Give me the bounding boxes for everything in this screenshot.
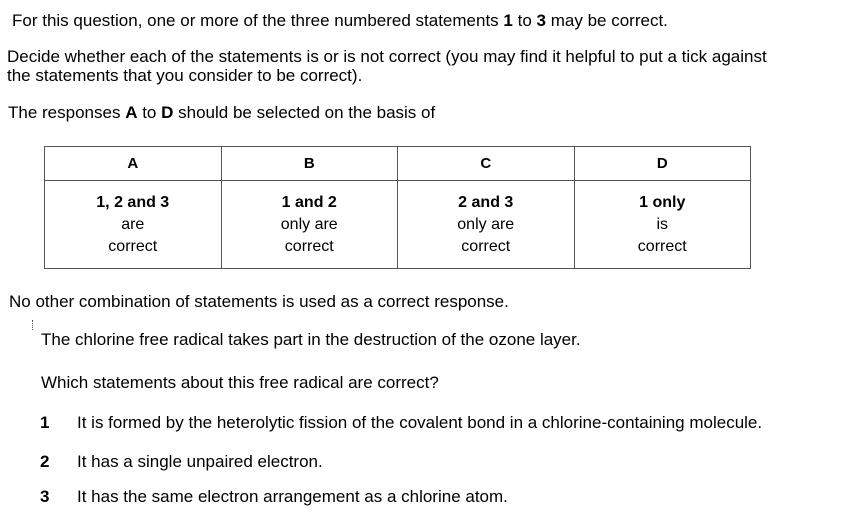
intro-text: to bbox=[517, 11, 532, 30]
cell-line: are bbox=[121, 215, 145, 233]
key-cell-b bbox=[221, 181, 398, 269]
key-cell-d bbox=[574, 181, 751, 269]
question-stem: The chlorine free radical takes part in the destruction of the ozone layer. bbox=[41, 330, 581, 349]
instruction-line-1 bbox=[12, 11, 668, 31]
statement-number: 2 bbox=[40, 452, 50, 471]
intro-text: question bbox=[73, 11, 138, 30]
question-prompt: Which statements about this free radical are correct? bbox=[41, 373, 439, 392]
cell-line: correct bbox=[108, 237, 158, 255]
intro-text: For this bbox=[12, 11, 69, 30]
header-cell-a: A bbox=[45, 147, 222, 181]
intro-text: to bbox=[142, 103, 157, 122]
instruction-line-4 bbox=[8, 103, 435, 123]
intro-text: The responses bbox=[8, 103, 121, 122]
statement-text: It is formed by the heterolytic fission of the covalent bond in a chlorine-containing molecule. bbox=[77, 413, 763, 432]
instruction-line-2: Decide whether each of the statements is or is not correct (you may find it helpful to put a tick against bbox=[7, 47, 767, 66]
cell-line: correct bbox=[284, 237, 334, 255]
instruction-line-3: the statements that you consider to be correct). bbox=[7, 66, 363, 85]
no-other-combination-note: No other combination of statements is used as a correct response. bbox=[9, 292, 509, 311]
cell-line: is bbox=[656, 215, 669, 233]
cell-line: only are bbox=[280, 215, 338, 233]
cell-bold-line: 1 and 2 bbox=[281, 193, 337, 211]
statement-text: It has the same electron arrangement as a chlorine atom. bbox=[77, 487, 508, 506]
statement-number: 3 bbox=[536, 11, 547, 30]
key-cell-c bbox=[398, 181, 575, 269]
table-header-row bbox=[45, 147, 751, 181]
response-key-table bbox=[44, 146, 751, 269]
cell-line: correct bbox=[461, 237, 511, 255]
statement-text: It has a single unpaired electron. bbox=[77, 452, 323, 471]
header-cell-d: D bbox=[574, 147, 751, 181]
cell-bold-line: 1, 2 and 3 bbox=[96, 193, 170, 211]
statement-number: 1 bbox=[503, 11, 513, 30]
response-letter: A bbox=[125, 103, 138, 122]
table-row bbox=[45, 181, 751, 269]
intro-text: may be correct. bbox=[550, 11, 668, 30]
cell-bold-line: 1 only bbox=[639, 193, 686, 211]
intro-text: should be selected on the basis of bbox=[178, 103, 436, 122]
cell-line: only are bbox=[457, 215, 515, 233]
intro-text: , one or more of the three numbered statements bbox=[137, 11, 499, 30]
statement-number: 1 bbox=[40, 413, 50, 432]
key-cell-a bbox=[45, 181, 222, 269]
header-cell-c: C bbox=[398, 147, 575, 181]
response-letter: D bbox=[161, 103, 174, 122]
cell-bold-line: 2 and 3 bbox=[458, 193, 514, 211]
header-cell-b: B bbox=[221, 147, 398, 181]
cell-line: correct bbox=[637, 237, 687, 255]
text-cursor-marker bbox=[32, 320, 34, 330]
statement-number: 3 bbox=[40, 487, 50, 506]
